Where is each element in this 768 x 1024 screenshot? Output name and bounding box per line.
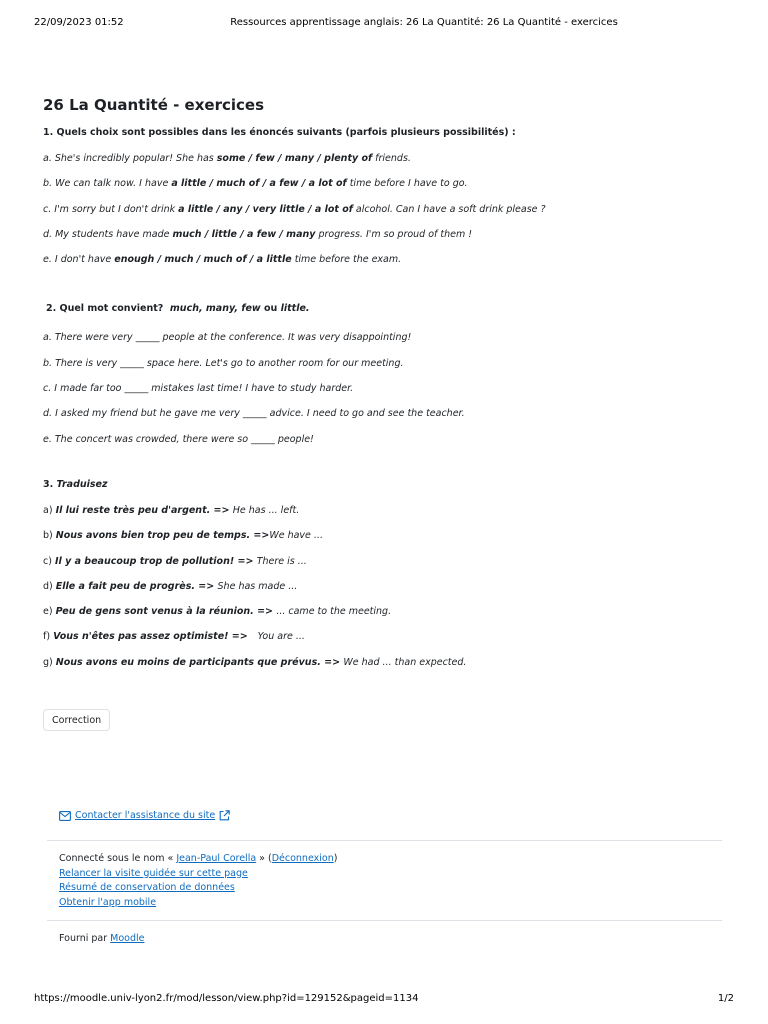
contact-support-link[interactable]: Contacter l'assistance du site [75, 810, 216, 821]
powered-by: Fourni par Moodle [59, 933, 145, 944]
footer-divider [47, 840, 722, 841]
print-page-number: 1/2 [717, 993, 734, 1004]
user-profile-link[interactable]: Jean-Paul Corella [176, 853, 257, 864]
restart-tour-link[interactable]: Relancer la visite guidée sur cette page [59, 867, 248, 879]
list-item: b. We can talk now. I have a little / much of / a few / a lot of time before I have to go. [43, 178, 468, 190]
section2-list [43, 331, 723, 457]
list-item: a. There were very _____ people at the conference. It was very disappointing! [43, 332, 412, 344]
list-item: d. My students have made much / little / a few / many progress. I'm so proud of them ! [43, 228, 473, 240]
list-item: g) Nous avons eu moins de participants que prévus. => We had ... than expected. [43, 656, 467, 668]
print-url: https://moodle.univ-lyon2.fr/mod/lesson/view.php?id=129152&pageid=1134 [34, 993, 419, 1004]
spacer [43, 278, 723, 302]
page-title: 26 La Quantité - exercices [43, 96, 265, 114]
print-title: Ressources apprentissage anglais: 26 La Quantité: 26 La Quantité - exercices [230, 17, 618, 28]
list-item: e. The concert was crowded, there were so _____ people! [43, 433, 314, 445]
section3-heading: 3. Traduisez [43, 478, 108, 490]
spacer [43, 458, 723, 478]
footer-divider [47, 920, 722, 921]
list-item: f) Vous n'êtes pas assez optimiste! => You are ... [43, 631, 305, 643]
section3-list [43, 504, 723, 681]
print-footer [34, 993, 734, 1007]
moodle-link[interactable]: Moodle [110, 933, 145, 944]
section1-heading: 1. Quels choix sont possibles dans les énoncés suivants (parfois plusieurs possibilités) : [43, 127, 516, 138]
list-item: b) Nous avons bien trop peu de temps. =>We have ... [43, 530, 323, 542]
logged-in-line: Connecté sous le nom « Jean-Paul Corella » (Déconnexion) [59, 853, 338, 864]
lesson-content [43, 96, 723, 681]
data-retention-link[interactable]: Résumé de conservation de données [59, 882, 235, 893]
list-item: d. I asked my friend but he gave me very _____ advice. I need to go and see the teacher. [43, 408, 465, 420]
login-info [59, 852, 337, 910]
list-item: c. I'm sorry but I don't drink a little / any / very little / a lot of alcohol. Can I have a soft drink please ? [43, 203, 546, 215]
list-item: c. I made far too _____ mistakes last time! I have to study harder. [43, 383, 354, 395]
external-link-icon [219, 810, 230, 821]
print-date: 22/09/2023 01:52 [34, 17, 124, 28]
list-item: e. I don't have enough / much / much of / a little time before the exam. [43, 254, 402, 266]
correction-button[interactable]: Correction [43, 709, 110, 731]
list-item: b. There is very _____ space here. Let's go to another room for our meeting. [43, 357, 404, 369]
list-item: d) Elle a fait peu de progrès. => She has made ... [43, 580, 298, 592]
envelope-icon [59, 811, 71, 821]
logout-link[interactable]: Déconnexion [271, 853, 334, 864]
section2-heading: 2. Quel mot convient? much, many, few ou little. [46, 303, 310, 315]
list-item: c) Il y a beaucoup trop de pollution! => There is ... [43, 555, 307, 567]
section1-list [43, 152, 723, 278]
list-item: a. She's incredibly popular! She has some / few / many / plenty of friends. [43, 153, 411, 164]
contact-support [59, 810, 230, 821]
list-item: a) Il lui reste très peu d'argent. => He has ... left. [43, 504, 300, 516]
print-header [34, 17, 734, 31]
list-item: e) Peu de gens sont venus à la réunion. => ... came to the meeting. [43, 606, 392, 618]
mobile-app-link[interactable]: Obtenir l'app mobile [59, 896, 157, 908]
